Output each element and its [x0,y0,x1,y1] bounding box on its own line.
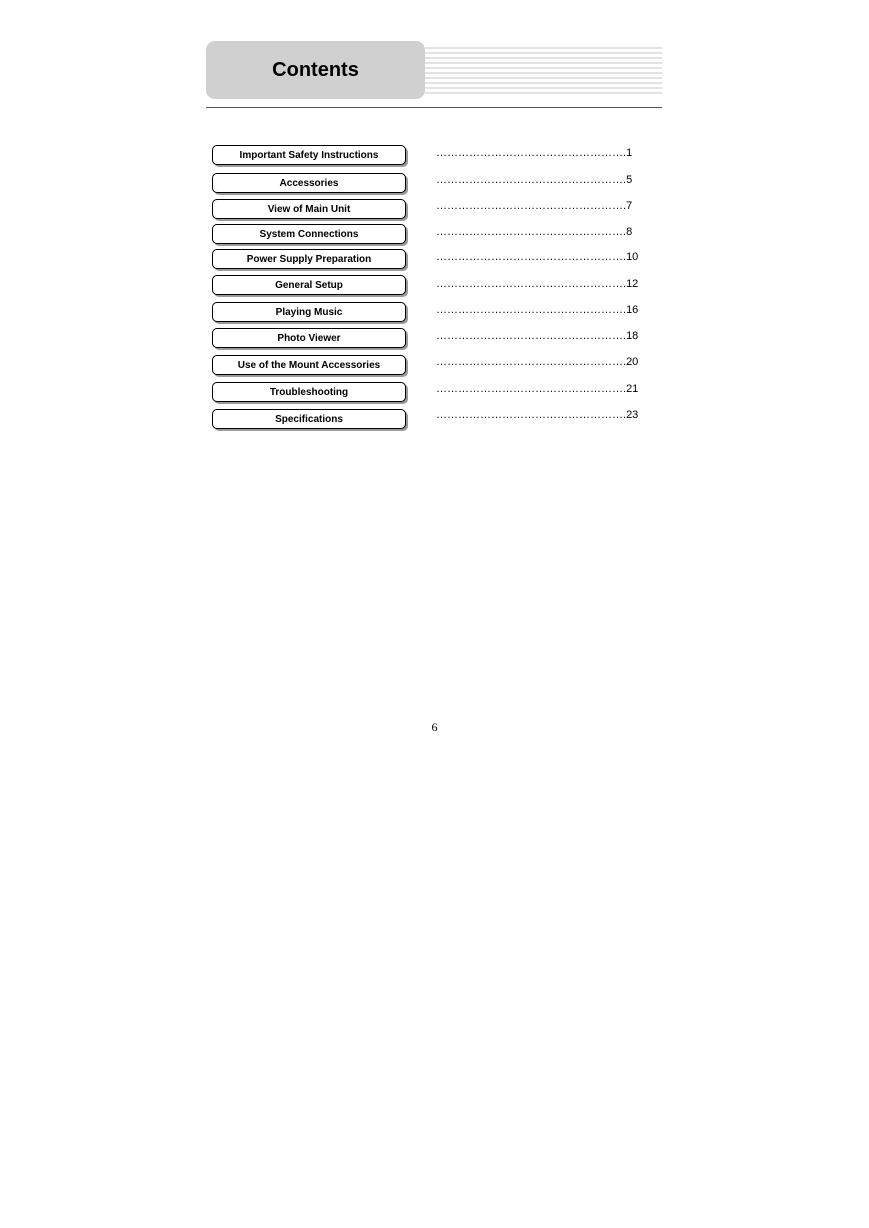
toc-page-number[interactable]: 16 [626,304,639,316]
toc-item-general-setup[interactable]: General Setup [212,275,406,295]
toc-leader-row [436,174,652,186]
toc-page-number[interactable]: 12 [626,278,639,290]
toc-leader-row [436,409,652,421]
toc-page-number[interactable]: 10 [626,251,639,263]
dot-leader: ……………………………………………. [436,147,627,159]
dot-leader: ……………………………………………. [436,304,627,316]
toc-leader-row [436,278,652,290]
dot-leader: ……………………………………………. [436,174,627,186]
dot-leader: ……………………………………………. [436,409,627,421]
toc-leader-row [436,147,652,159]
decorative-stripes [425,47,662,97]
toc-item-specifications[interactable]: Specifications [212,409,406,429]
toc-page-number[interactable]: 5 [626,174,633,186]
toc-item-playing-music[interactable]: Playing Music [212,302,406,322]
toc-page-number[interactable]: 21 [626,383,639,395]
dot-leader: ……………………………………………. [436,200,627,212]
contents-header [206,41,662,108]
toc-item-view-of-main-unit[interactable]: View of Main Unit [212,199,406,219]
dot-leader: ……………………………………………. [436,251,627,263]
toc-leader-row [436,200,652,212]
toc-page-number[interactable]: 20 [626,356,639,368]
toc-page-number[interactable]: 8 [626,226,633,238]
toc-item-power-supply-preparation[interactable]: Power Supply Preparation [212,249,406,269]
toc-item-photo-viewer[interactable]: Photo Viewer [212,328,406,348]
dot-leader: ……………………………………………. [436,278,627,290]
dot-leader: ……………………………………………. [436,383,627,395]
toc-leader-row [436,383,652,395]
toc-leader-row [436,330,652,342]
toc-page-number[interactable]: 1 [626,147,633,159]
toc-item-system-connections[interactable]: System Connections [212,224,406,244]
toc-page-number[interactable]: 23 [626,409,639,421]
toc-leader-row [436,226,652,238]
dot-leader: ……………………………………………. [436,226,627,238]
page-number: 6 [431,720,438,734]
toc-item-troubleshooting[interactable]: Troubleshooting [212,382,406,402]
toc-item-use-of-the-mount-accessories[interactable]: Use of the Mount Accessories [212,355,406,375]
toc-page-number[interactable]: 18 [626,330,639,342]
page-title: Contents [206,41,425,99]
toc-page-number[interactable]: 7 [626,200,633,212]
toc-leader-row [436,251,652,263]
toc-leader-row [436,304,652,316]
toc-item-accessories[interactable]: Accessories [212,173,406,193]
header-divider [206,107,662,108]
dot-leader: ……………………………………………. [436,356,627,368]
toc-item-important-safety-instructions[interactable]: Important Safety Instructions [212,145,406,165]
dot-leader: ……………………………………………. [436,330,627,342]
toc-leader-row [436,356,652,368]
